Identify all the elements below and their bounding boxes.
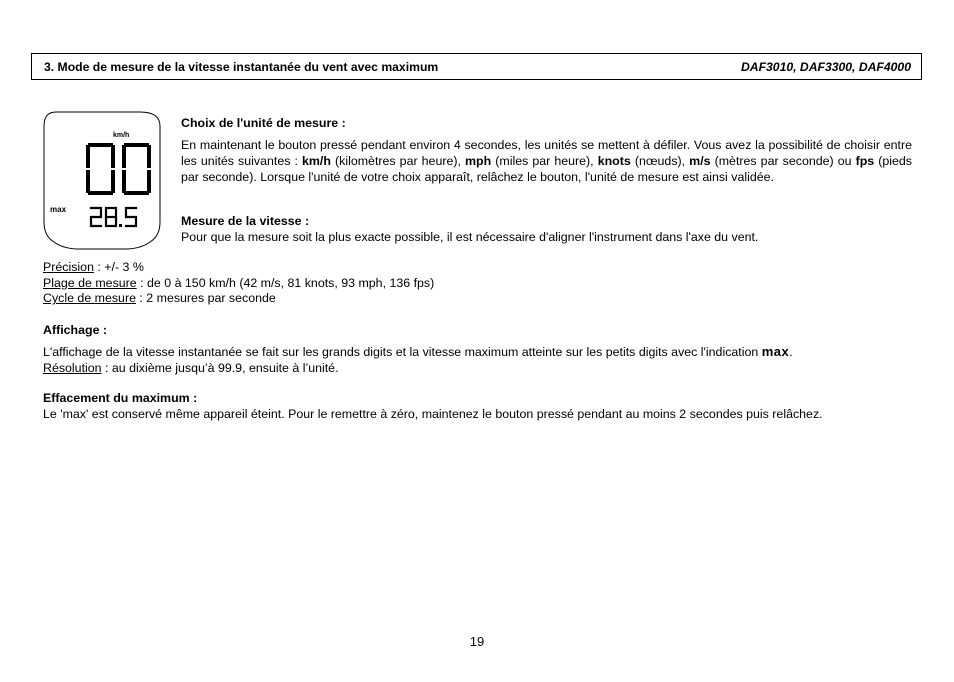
clear-max-heading: Effacement du maximum : [43, 391, 198, 405]
main-digit-1 [88, 145, 113, 193]
unit-knots: knots [597, 154, 631, 168]
unit-ms: m/s [689, 154, 711, 168]
section-header [31, 53, 922, 80]
resolution-line: Résolution : au dixième jusqu’à 99.9, ensuite à l’unité. [43, 361, 339, 375]
max-value-digits [91, 208, 136, 226]
specs-list [43, 260, 434, 307]
spec-precision: Précision : +/- 3 % [43, 260, 144, 274]
unit-fps: fps [855, 154, 875, 168]
max-glyph: max [761, 344, 790, 359]
display-heading: Affichage : [43, 323, 108, 337]
speed-text: Pour que la mesure soit la plus exacte possible, il est nécessaire d'aligner l'instrument dans l'axe du vent. [181, 230, 759, 244]
device-outline [44, 112, 160, 249]
max-indicator: max [50, 205, 67, 214]
unit-label: km/h [113, 132, 130, 139]
unit-choice-heading: Choix de l'unité de mesure : [181, 116, 346, 130]
section-title: 3. Mode de mesure de la vitesse instantanée du vent avec maximum [44, 59, 439, 74]
unit-kmh: km/h [302, 154, 331, 168]
spec-range: Plage de mesure : de 0 à 150 km/h (42 m/s, 81 knots, 93 mph, 136 fps) [43, 275, 435, 290]
speed-heading: Mesure de la vitesse : [181, 214, 310, 228]
unit-mph: mph [465, 154, 492, 168]
main-digit-2 [124, 145, 149, 193]
unit-choice-section [181, 115, 912, 185]
clear-max-text: Le 'max' est conservé même appareil éteint. Pour le remettre à zéro, maintenez le bouton pressé pendant au moins 2 secondes puis relâchez. [43, 407, 823, 421]
speed-section [181, 213, 912, 245]
model-list: DAF3010, DAF3300, DAF4000 [740, 59, 911, 74]
spec-cycle: Cycle de mesure : 2 mesures par seconde [43, 291, 276, 305]
decimal-point [119, 224, 122, 227]
anemometer-display-illustration [42, 110, 162, 252]
page-number: 19 [469, 634, 485, 649]
display-text: L'affichage de la vitesse instantanée se fait sur les grands digits et la vitesse maximum atteinte sur les petits digits avec l'indication max. [43, 344, 793, 359]
unit-choice-text: En maintenant le bouton pressé pendant environ 4 secondes, les unités se mettent à défiler. Vous avez la possibilité de choisir entre les unités suivantes : km/h (kilomètres par heure), mph (miles par heure), knots (nœuds), m/s (mètres par seconde) ou fps (pieds par seconde). Lorsque l'unité de votre choix apparaît, relâchez le bouton, l'unité de mesure est ainsi validée. [181, 138, 912, 184]
clear-max-section [43, 390, 923, 422]
display-section [43, 322, 923, 376]
